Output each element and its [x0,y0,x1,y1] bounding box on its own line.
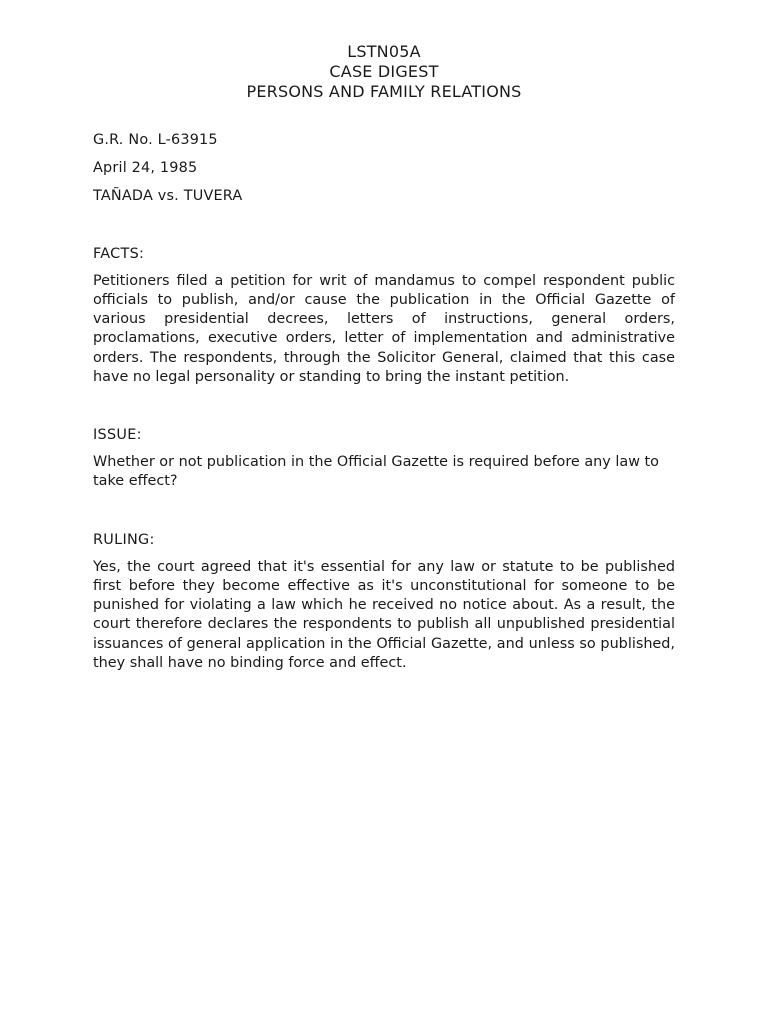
ruling-paragraph: Yes, the court agreed that it's essential for any law or statute to be published first before they become effective as it's unconstitutional for someone to be punished for violating a law which he received no notice about. As a result, the court therefore declares the respondents to publish all unpublished presidential issuances of general application in the Official Gazette, and unless so published, they shall have no binding force and effect. [93,558,675,671]
issue-paragraph: Whether or not publication in the Official Gazette is required before any law to take effect? [93,454,659,490]
document-code: LSTN05A [347,42,421,61]
facts-heading: FACTS: [93,245,145,262]
case-gr-number: G.R. No. L-63915 [93,132,218,148]
facts-paragraph: Petitioners filed a petition for writ of mandamus to compel respondent public officials to publish, and/or cause the publication in the Official Gazette of various presidential decrees, letters of instructions, general orders, proclamations, executive orders, letter of implementation and administrative orders. The respondents, through the Solicitor General, claimed that this case have no legal personality or standing to bring the instant petition. [93,272,675,385]
case-date: April 24, 1985 [93,160,198,177]
document-header [0,42,768,102]
issue-heading: ISSUE: [93,427,142,444]
ruling-heading: RULING: [93,531,155,548]
document-type: CASE DIGEST [329,62,439,81]
document-subject: PERSONS AND FAMILY RELATIONS [246,82,522,101]
case-title: TAÑADA vs. TUVERA [93,188,243,205]
document-body [93,131,675,673]
